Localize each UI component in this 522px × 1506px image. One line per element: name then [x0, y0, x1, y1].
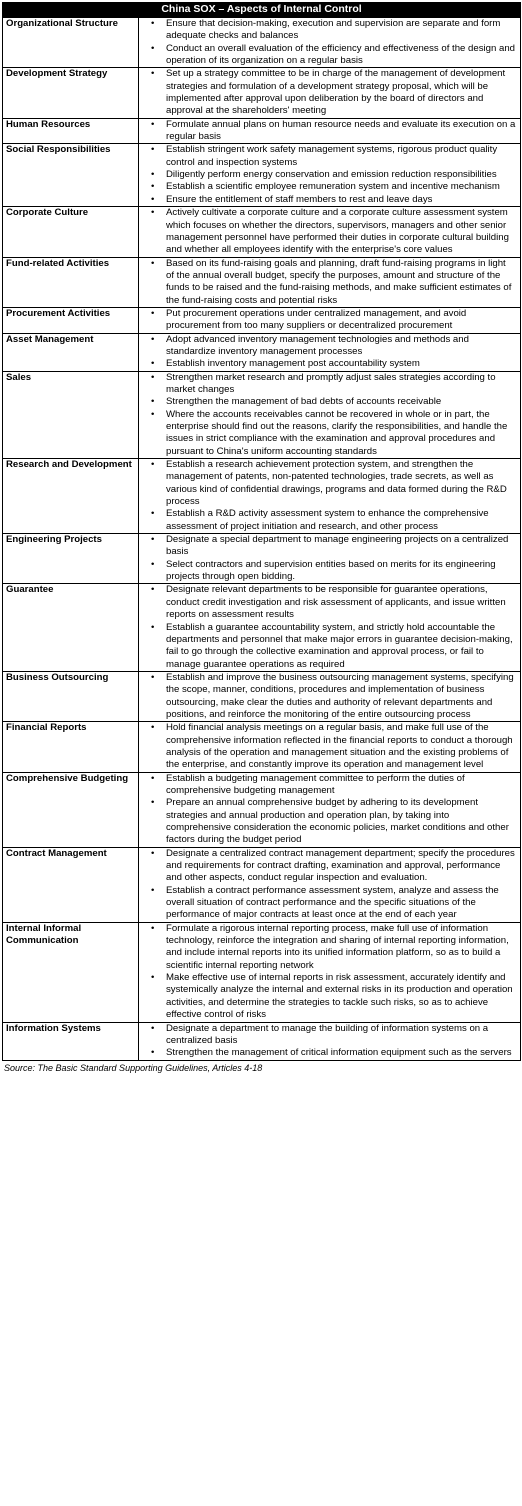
table-row: [3, 772, 521, 847]
control-item-list: [139, 68, 516, 117]
control-items-cell: [139, 257, 521, 307]
table-row: [3, 847, 521, 922]
control-item-list: [139, 207, 516, 256]
control-item-list: [139, 258, 516, 307]
control-item: • Prepare an annual comprehensive budget by adhering to its development strategies and annual production and operation plan, by taking into comprehensive consideration the economic policies, market conditions and other factors during the budget period: [139, 797, 516, 846]
control-item-list: [139, 584, 516, 670]
source-note: Source: The Basic Standard Supporting Guidelines, Articles 4-18: [4, 1062, 263, 1073]
control-item: • Ensure that decision-making, execution and supervision are separate and form adequate checks and balances: [139, 18, 516, 43]
control-items-cell: [139, 847, 521, 922]
control-items-cell: [139, 371, 521, 458]
table-row: [3, 584, 521, 671]
control-item: • Designate relevant departments to be responsible for guarantee operations, conduct credit investigation and risk assessment of applicants, and issue written reports on assessment results: [139, 584, 516, 621]
control-item: • Establish a guarantee accountability system, and strictly hold accountable the departments and personnel that make major errors in guarantee decision-making, fail to go through the collective examination and approval process, or fail to manage guarantee operations as required: [139, 622, 516, 671]
control-items-cell: [139, 534, 521, 584]
aspect-cell: Fund-related Activities: [3, 257, 139, 307]
aspect-cell: Procurement Activities: [3, 307, 139, 333]
control-item-list: [139, 119, 516, 144]
control-item-list: [139, 334, 516, 371]
control-item: • Ensure the entitlement of staff members to rest and leave days: [139, 194, 516, 206]
table-row: [3, 922, 521, 1022]
table-row: [3, 371, 521, 458]
control-item: • Establish and improve the business outsourcing management systems, specifying the scope, manner, conditions, procedures and implementation of business outsourcing, make clear the duties and authority of relevant departments and positions, and reinforce the monitoring of the entire outsourcing process: [139, 672, 516, 721]
table-body: [3, 18, 521, 1061]
aspect-cell: Human Resources: [3, 118, 139, 144]
control-item-list: [139, 722, 516, 771]
control-items-cell: [139, 722, 521, 772]
table-row: [3, 1022, 521, 1060]
control-item-list: [139, 308, 516, 333]
control-item: • Formulate annual plans on human resource needs and evaluate its execution on a regular basis: [139, 119, 516, 144]
control-item: • Put procurement operations under centralized management, and avoid procurement from too many suppliers or decentralized procurement: [139, 308, 516, 333]
table-row: [3, 18, 521, 68]
control-item-list: [139, 848, 516, 922]
control-item-list: [139, 18, 516, 67]
control-items-cell: [139, 584, 521, 671]
aspect-cell: Sales: [3, 371, 139, 458]
control-item: • Adopt advanced inventory management technologies and methods and standardize inventory management processes: [139, 334, 516, 359]
control-item: • Hold financial analysis meetings on a regular basis, and make full use of the comprehensive information reflected in the financial reports to conduct a thorough analysis of the operation and management situation and the existing problems of the enterprise, and constantly improve its operation and management level: [139, 722, 516, 771]
control-item: • Set up a strategy committee to be in charge of the management of development strategies and formulation of a development strategy proposal, which will be implemented after approval upon deliberation by the board of directors and approval at the shareholders' meeting: [139, 68, 516, 117]
table-row: [3, 257, 521, 307]
table-header-row: [3, 3, 521, 18]
control-items-cell: [139, 207, 521, 257]
aspect-cell: Corporate Culture: [3, 207, 139, 257]
control-item: • Diligently perform energy conservation and emission reduction responsibilities: [139, 169, 516, 181]
table-row: [3, 307, 521, 333]
control-item: • Establish inventory management post accountability system: [139, 358, 516, 370]
table-row: [3, 534, 521, 584]
control-items-cell: [139, 922, 521, 1022]
control-items-cell: [139, 118, 521, 144]
control-item-list: [139, 372, 516, 458]
control-items-cell: [139, 333, 521, 371]
control-item: • Establish a research achievement protection system, and strengthen the management of patents, non-patented technologies, trade secrets, as well as various kind of confidential drawings, programs and data formed during the R&D process: [139, 459, 516, 508]
aspect-cell: Development Strategy: [3, 68, 139, 118]
control-item: • Formulate a rigorous internal reporting process, make full use of information technology, reinforce the integration and sharing of internal reporting information, and include internal reports into its unified information platform, so as to build a scientific internal reporting network: [139, 923, 516, 972]
aspect-cell: Organizational Structure: [3, 18, 139, 68]
control-item: • Strengthen the management of bad debts of accounts receivable: [139, 396, 516, 408]
control-items-cell: [139, 671, 521, 721]
control-items-cell: [139, 1022, 521, 1060]
control-items-cell: [139, 144, 521, 207]
control-item: • Strengthen market research and promptly adjust sales strategies according to market changes: [139, 372, 516, 397]
control-item-list: [139, 923, 516, 1022]
control-item: • Make effective use of internal reports in risk assessment, accurately identify and systemically analyze the internal and external risks in its production and operation activities, and determine the strategies to tackle such risks, so as to achieve effective control of risks: [139, 972, 516, 1021]
control-item-list: [139, 534, 516, 583]
control-item: • Strengthen the management of critical information equipment such as the servers: [139, 1047, 516, 1059]
table-row: [3, 459, 521, 534]
control-item: • Establish a budgeting management committee to perform the duties of comprehensive budgeting management: [139, 773, 516, 798]
control-item-list: [139, 773, 516, 847]
control-item: • Actively cultivate a corporate culture and a corporate culture assessment system which focuses on whether the directors, supervisors, managers and other senior management personnel have performed their duties in corporate cultural building and whether all employees identify with the enterprise's core values: [139, 207, 516, 256]
aspect-cell: Engineering Projects: [3, 534, 139, 584]
aspect-cell: Asset Management: [3, 333, 139, 371]
control-items-cell: [139, 307, 521, 333]
table-row: [3, 118, 521, 144]
table-row: [3, 68, 521, 118]
control-item-list: [139, 1023, 516, 1060]
table-title: China SOX – Aspects of Internal Control: [3, 3, 521, 18]
control-item: • Designate a centralized contract management department; specify the procedures and requirements for contract drafting, examination and approval, performance and other aspects, conduct regular inspection and evaluation.: [139, 848, 516, 885]
control-items-cell: [139, 18, 521, 68]
document: [2, 0, 520, 1073]
control-item: • Where the accounts receivables cannot be recovered in whole or in part, the enterprise should find out the reasons, clarify the responsibilities, and handle the issues in strict compliance with the examination and approval procedures and pursuant to China's uniform accounting standards: [139, 409, 516, 458]
aspect-cell: Guarantee: [3, 584, 139, 671]
control-item: • Establish a contract performance assessment system, analyze and assess the overall situation of contract performance and the specific situations of the performance of major contracts at least once at the end of each year: [139, 885, 516, 922]
control-item: • Based on its fund-raising goals and planning, draft fund-raising programs in light of the annual overall budget, specify the purposes, amount and structure of the funds to be raised and the fund-raising methods, and make sufficient estimates of the fund-raising costs and potential risks: [139, 258, 516, 307]
control-item: • Select contractors and supervision entities based on merits for its engineering projects through open bidding.: [139, 559, 516, 584]
control-item-list: [139, 459, 516, 533]
control-item: • Establish a R&D activity assessment system to enhance the comprehensive assessment of project initiation and research, and other process: [139, 508, 516, 533]
table-row: [3, 207, 521, 257]
aspect-cell: Social Responsibilities: [3, 144, 139, 207]
control-item: • Designate a special department to manage engineering projects on a centralized basis: [139, 534, 516, 559]
table-row: [3, 671, 521, 721]
control-item: • Establish a scientific employee remuneration system and incentive mechanism: [139, 181, 516, 193]
table-row: [3, 722, 521, 772]
table-row: [3, 144, 521, 207]
aspect-cell: Internal Informal Communication: [3, 922, 139, 1022]
internal-control-table: [2, 2, 521, 1061]
aspect-cell: Contract Management: [3, 847, 139, 922]
control-items-cell: [139, 68, 521, 118]
aspect-cell: Comprehensive Budgeting: [3, 772, 139, 847]
aspect-cell: Financial Reports: [3, 722, 139, 772]
aspect-cell: Information Systems: [3, 1022, 139, 1060]
control-item: • Conduct an overall evaluation of the efficiency and effectiveness of the design and operation of its organization on a regular basis: [139, 43, 516, 68]
control-item: • Designate a department to manage the building of information systems on a centralized basis: [139, 1023, 516, 1048]
control-item: • Establish stringent work safety management systems, rigorous product quality control and inspection systems: [139, 144, 516, 169]
table-row: [3, 333, 521, 371]
control-items-cell: [139, 772, 521, 847]
aspect-cell: Research and Development: [3, 459, 139, 534]
aspect-cell: Business Outsourcing: [3, 671, 139, 721]
control-item-list: [139, 672, 516, 721]
control-item-list: [139, 144, 516, 206]
control-items-cell: [139, 459, 521, 534]
